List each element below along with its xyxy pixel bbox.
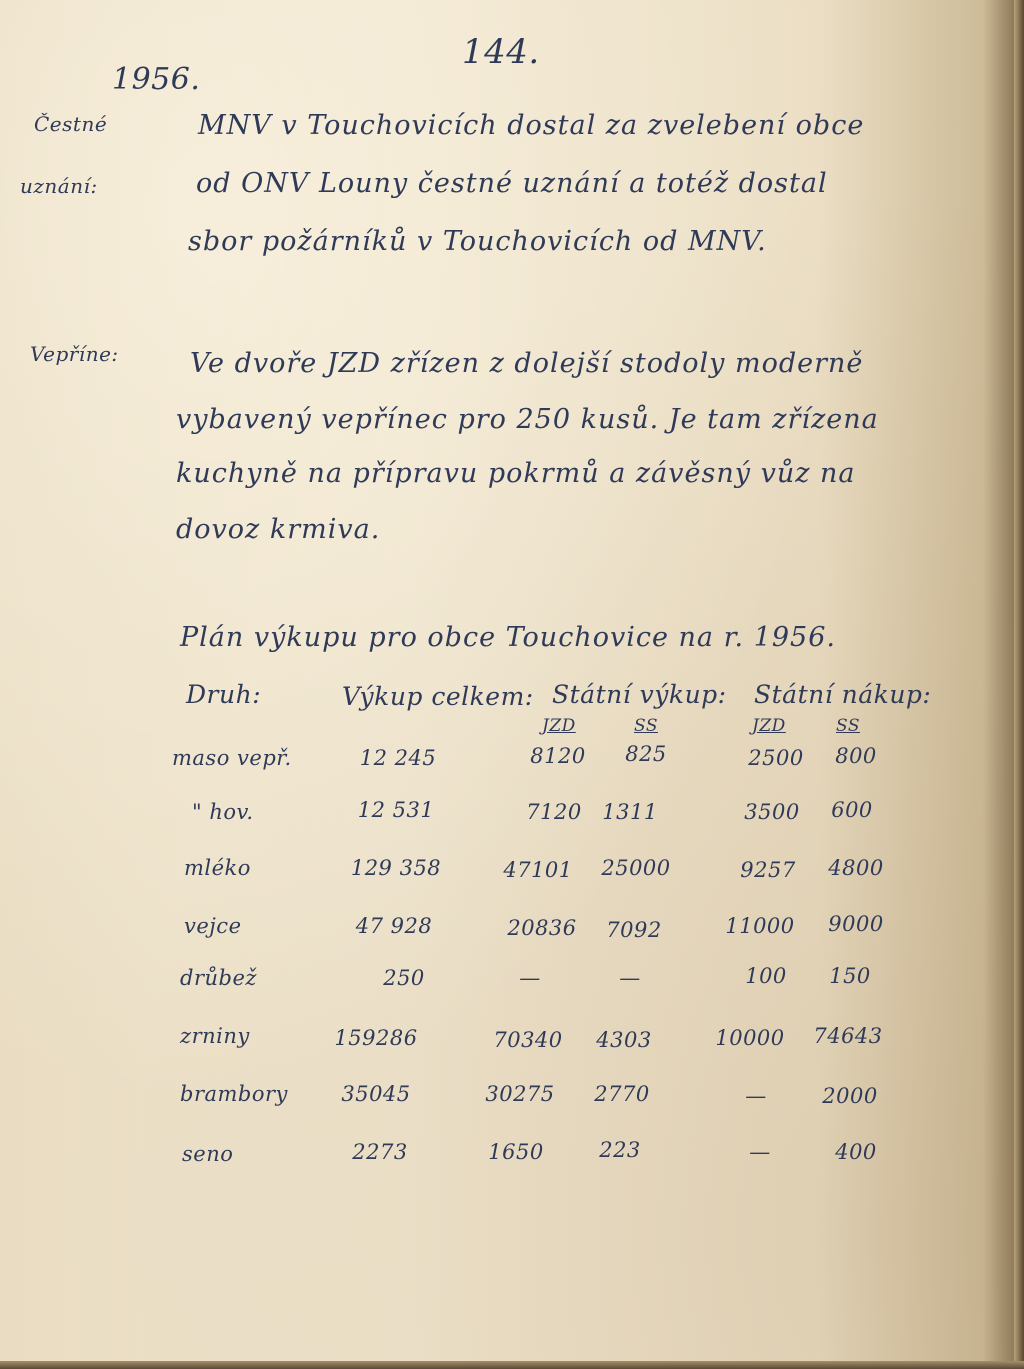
header-statni-nakup: Státní nákup:: [754, 680, 932, 709]
cell-nakup-ss: 400: [835, 1140, 877, 1164]
entry-line: sbor požárníků v Touchovicích od MNV.: [188, 226, 767, 257]
cell-nakup-ss: 800: [835, 744, 877, 768]
cell-celkem: 129 358: [350, 856, 442, 880]
cell-celkem: 47 928: [355, 914, 433, 938]
year-heading: 1956.: [112, 62, 201, 97]
entry-line: MNV v Touchovicích dostal za zvelebení obce: [198, 110, 865, 141]
page-edge-right: [1014, 0, 1024, 1369]
row-label: vejce: [184, 914, 242, 938]
header-vykup-celkem: Výkup celkem:: [342, 682, 534, 711]
cell-vykup-ss: 25000: [601, 856, 671, 880]
cell-nakup-jzd: 10000: [715, 1026, 785, 1050]
cell-celkem: 2273: [352, 1140, 408, 1164]
cell-vykup-ss: 7092: [606, 918, 662, 942]
cell-celkem: 12 245: [359, 746, 437, 770]
page-edge-bottom: [0, 1361, 1024, 1369]
cell-nakup-jzd: 3500: [744, 800, 800, 824]
cell-celkem: 250: [383, 966, 425, 990]
cell-vykup-ss: 4303: [596, 1028, 652, 1052]
margin-label-line: uznání:: [20, 174, 98, 198]
cell-vykup-jzd: 47101: [503, 858, 573, 882]
row-label: seno: [182, 1142, 234, 1166]
entry-line: dovoz krmiva.: [176, 514, 381, 545]
margin-label-line: Vepříne:: [30, 342, 119, 366]
cell-celkem: 12 531: [357, 798, 435, 822]
cell-nakup-ss: 600: [831, 798, 873, 822]
entry-line: kuchyně na přípravu pokrmů a závěsný vůz na: [176, 458, 856, 489]
cell-vykup-jzd: 30275: [485, 1082, 555, 1106]
cell-vykup-jzd: 20836: [507, 916, 577, 940]
cell-vykup-ss: —: [619, 966, 641, 990]
cell-nakup-ss: 74643: [813, 1024, 883, 1048]
header-statni-vykup: Státní výkup:: [552, 680, 727, 709]
entry-line: od ONV Louny čestné uznání a totéž dostal: [196, 168, 828, 199]
cell-nakup-jzd: —: [749, 1140, 771, 1164]
cell-nakup-jzd: —: [745, 1084, 767, 1108]
cell-nakup-jzd: 11000: [725, 914, 795, 938]
cell-nakup-jzd: 2500: [748, 746, 804, 770]
cell-nakup-ss: 9000: [828, 912, 884, 936]
table-title: Plán výkupu pro obce Touchovice na r. 1956.: [180, 622, 836, 653]
cell-vykup-ss: 2770: [594, 1082, 650, 1106]
cell-vykup-ss: 1311: [602, 800, 658, 824]
cell-nakup-jzd: 100: [745, 964, 787, 988]
cell-nakup-ss: 4800: [828, 856, 884, 880]
header-druh: Druh:: [186, 680, 262, 709]
cell-celkem: 159286: [334, 1026, 418, 1050]
cell-vykup-jzd: 8120: [530, 744, 586, 768]
margin-label-line: Čestné: [34, 112, 108, 136]
cell-vykup-jzd: —: [519, 966, 541, 990]
cell-vykup-jzd: 7120: [526, 800, 582, 824]
row-label: brambory: [180, 1082, 288, 1106]
row-label: maso vepř.: [172, 746, 292, 770]
subheader-vykup-jzd: JZD: [542, 716, 576, 736]
cell-vykup-ss: 825: [625, 742, 667, 766]
entry-line: vybavený vepřínec pro 250 kusů. Je tam zřízena: [176, 404, 879, 435]
cell-vykup-jzd: 70340: [493, 1028, 563, 1052]
row-label: drůbež: [180, 966, 257, 990]
cell-nakup-ss: 2000: [822, 1084, 878, 1108]
subheader-nakup-jzd: JZD: [752, 716, 786, 736]
row-label: zrniny: [180, 1024, 250, 1048]
cell-nakup-ss: 150: [829, 964, 871, 988]
page-number: 144.: [462, 32, 540, 72]
cell-nakup-jzd: 9257: [740, 858, 796, 882]
entry-line: Ve dvoře JZD zřízen z dolejší stodoly moderně: [190, 348, 864, 379]
cell-vykup-jzd: 1650: [488, 1140, 544, 1164]
row-label: mléko: [184, 856, 251, 880]
cell-celkem: 35045: [341, 1082, 411, 1106]
subheader-vykup-ss: SS: [634, 716, 658, 736]
subheader-nakup-ss: SS: [836, 716, 860, 736]
cell-vykup-ss: 223: [599, 1138, 641, 1162]
row-label: " hov.: [192, 800, 254, 824]
